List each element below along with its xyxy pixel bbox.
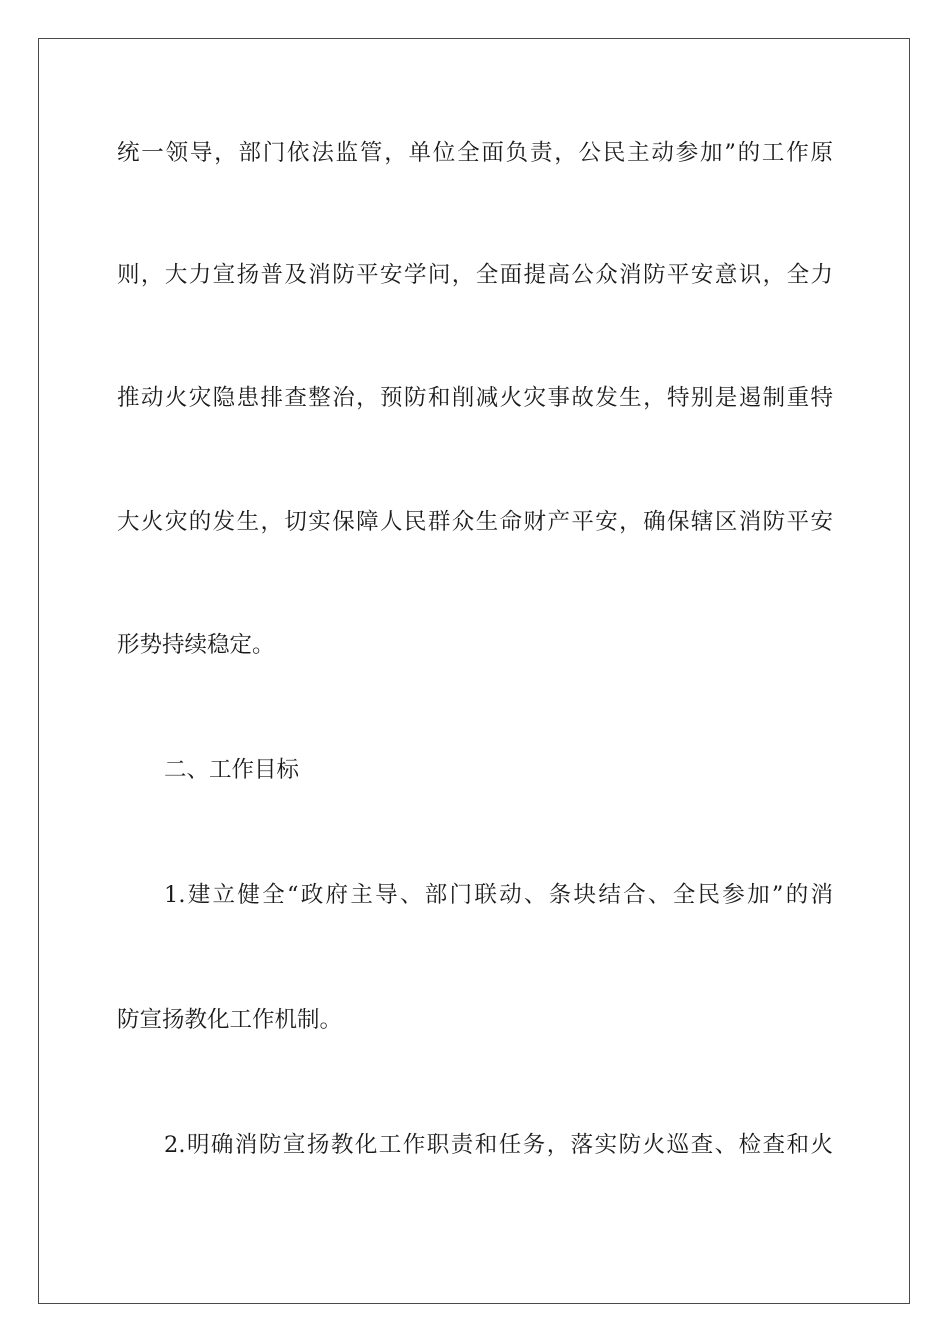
paragraph-line-5: 形势持续稳定。 [117, 632, 275, 658]
paragraph-line-4: 大火灾的发生，切实保障人民群众生命财产平安，确保辖区消防平安 [117, 509, 833, 535]
paragraph-line-3: 推动火灾隐患排查整治，预防和削减火灾事故发生，特别是遏制重特 [117, 385, 833, 411]
paragraph-line-2: 则，大力宣扬普及消防平安学问，全面提高公众消防平安意识，全力 [117, 262, 833, 288]
list-item-2-line-1: 2.明确消防宣扬教化工作职责和任务，落实防火巡查、检查和火 [164, 1132, 833, 1158]
section-heading: 二、工作目标 [164, 757, 300, 783]
page-frame [38, 38, 910, 1304]
list-item-1-line-1: 1.建立健全“政府主导、部门联动、条块结合、全民参加”的消 [164, 882, 833, 908]
paragraph-line-1: 统一领导，部门依法监管，单位全面负责，公民主动参加”的工作原 [117, 140, 833, 166]
list-item-1-line-2: 防宣扬教化工作机制。 [117, 1007, 343, 1033]
